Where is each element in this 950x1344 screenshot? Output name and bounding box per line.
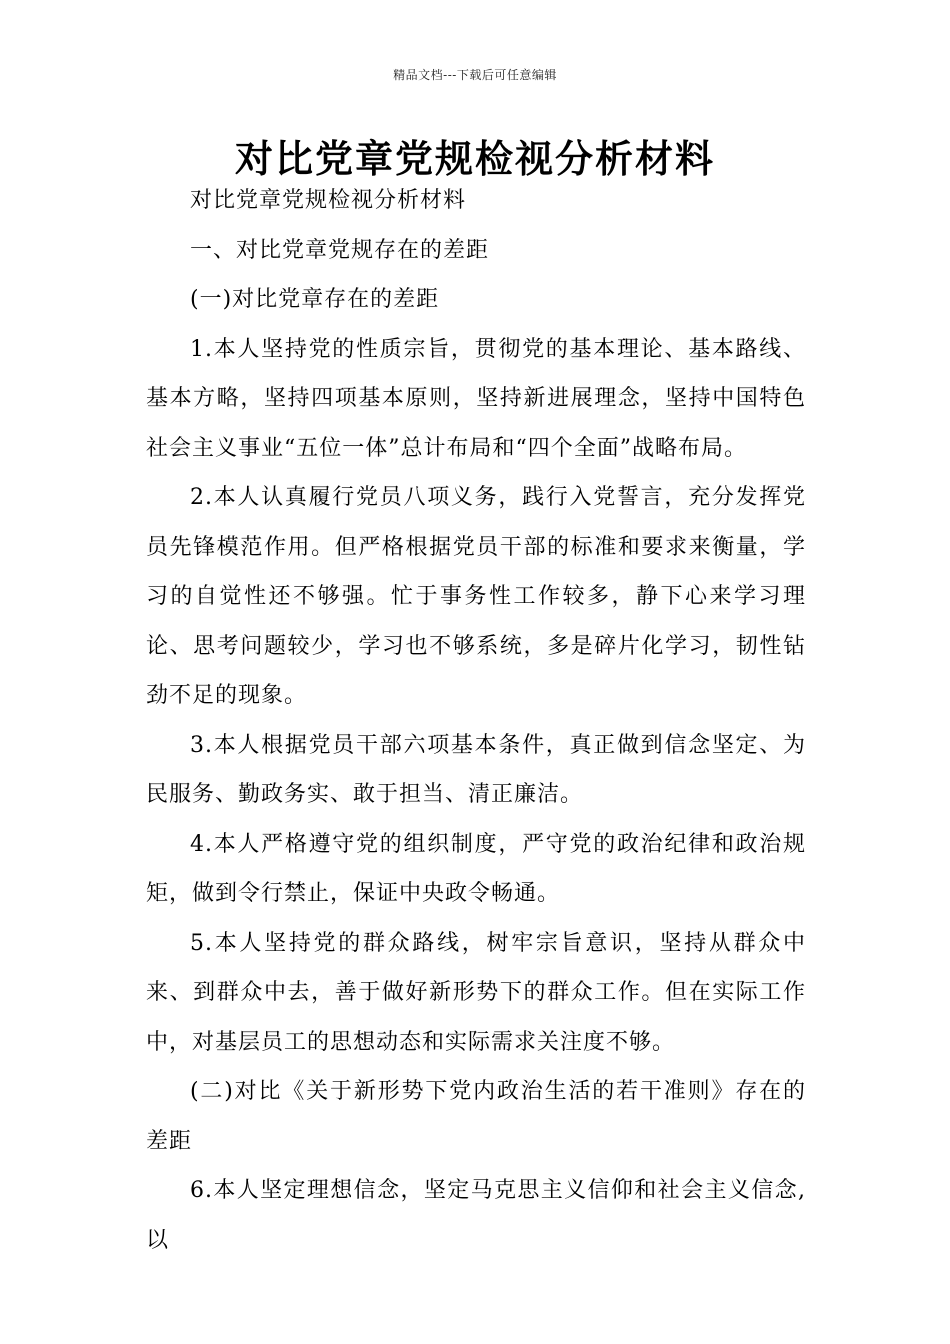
paragraph-subtitle: 对比党章党规检视分析材料: [190, 188, 467, 213]
header-note: 精品文档---下载后可任意编辑: [393, 68, 557, 82]
paragraph-section-heading: 一、对比党章党规存在的差距: [190, 237, 490, 263]
paragraph-item-6: 6.本人坚定理想信念，坚定马克思主义信仰和社会主义信念,以: [146, 1178, 806, 1253]
paragraph-item-1: 1.本人坚持党的性质宗旨，贯彻党的基本理论、基本路线、基本方略，坚持四项基本原则，坚持新进展理念，坚持中国特色社会主义事业“五位一体”总计布局和“四个全面”战略布局。: [146, 336, 806, 461]
paragraph-item-2: 2.本人认真履行党员八项义务，践行入党誓言，充分发挥党员先锋模范作用。但严格根据党员干部的标准和要求来衡量，学习的自觉性还不够强。忙于事务性工作较多，静下心来学习理论、思考问题较少，学习也不够系统，多是碎片化学习，韧性钻劲不足的现象。: [146, 485, 806, 708]
paragraph-item-3: 3.本人根据党员干部六项基本条件，真正做到信念坚定、为民服务、勤政务实、敢于担当、清正廉洁。: [146, 732, 806, 807]
document-title: 对比党章党规检视分析材料: [234, 136, 715, 181]
paragraph-item-5: 5.本人坚持党的群众路线，树牢宗旨意识，坚持从群众中来、到群众中去，善于做好新形势下的群众工作。但在实际工作中，对基层员工的思想动态和实际需求关注度不够。: [146, 930, 806, 1055]
document-body: [146, 176, 806, 1265]
paragraph-subsection-heading: (一)对比党章存在的差距: [190, 287, 440, 312]
paragraph-item-4: 4.本人严格遵守党的组织制度，严守党的政治纪律和政治规矩，做到令行禁止，保证中央政令畅通。: [146, 831, 806, 906]
paragraph-subsection-heading-2: (二)对比《关于新形势下党内政治生活的若干准则》存在的差距: [146, 1079, 806, 1154]
